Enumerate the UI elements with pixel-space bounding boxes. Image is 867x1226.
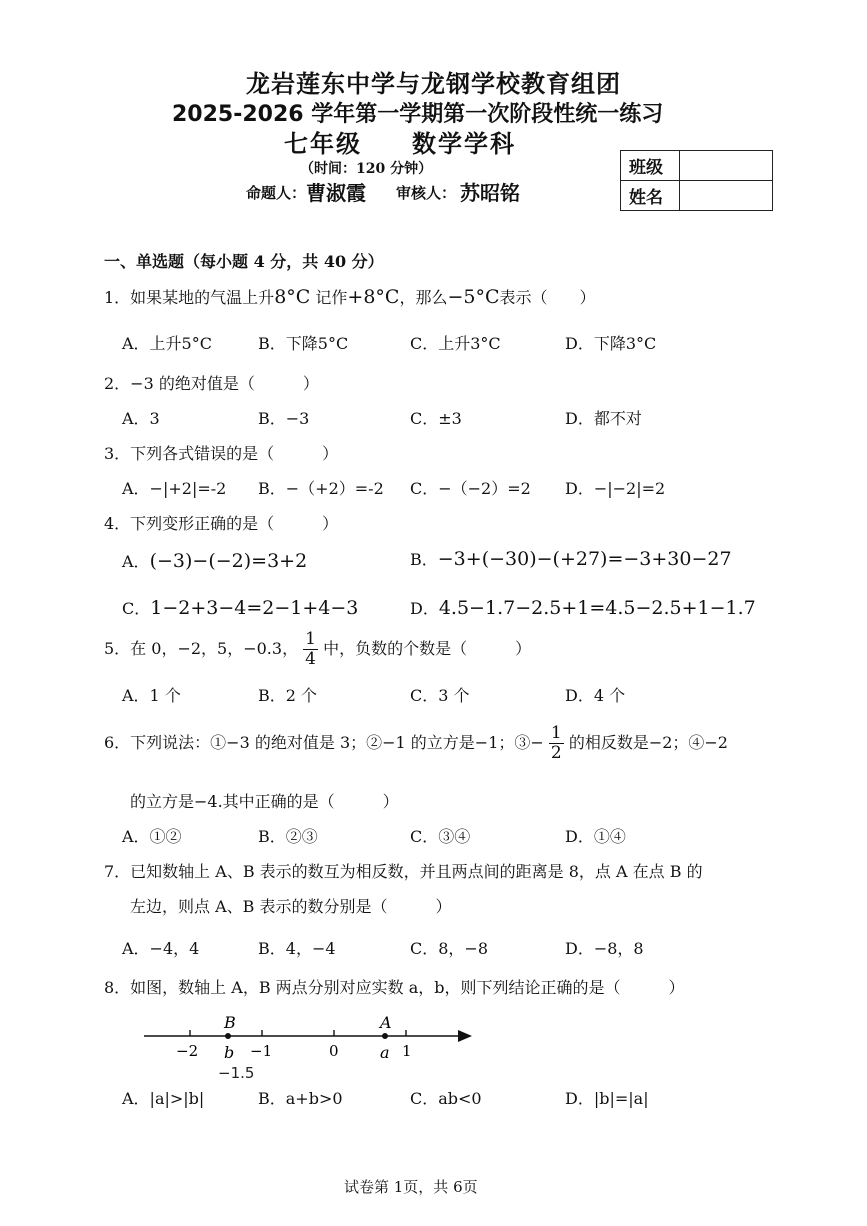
page-footer: 试卷第 1页，共 6页: [344, 1178, 478, 1196]
q1-text-c: ，那么: [399, 288, 448, 307]
q1-math-1: 8°C: [274, 286, 311, 308]
var-b-label: b: [224, 1043, 235, 1062]
q2-option-b[interactable]: B．−3: [258, 409, 310, 428]
q4-option-a-label: A．: [122, 552, 150, 571]
school-title: 龙岩莲东中学与龙钢学校教育组团: [246, 70, 621, 98]
q4-option-c[interactable]: [122, 596, 358, 619]
tick-label-neg2: −2: [176, 1042, 199, 1060]
term-title: 2025-2026 学年第一学期第一次阶段性统一练习: [172, 102, 664, 127]
q1-option-a[interactable]: A．上升5°C: [122, 334, 212, 353]
q4-option-d[interactable]: [410, 596, 756, 619]
name-label: 姓名: [621, 181, 680, 211]
q4-option-c-expr: 1−2+3−4=2−1+4−3: [150, 597, 359, 619]
q4-option-d-expr: 4.5−1.7−2.5+1=4.5−2.5+1−1.7: [438, 597, 756, 619]
q7-option-b[interactable]: B．4，−4: [258, 939, 336, 958]
point-b-dot: [225, 1033, 231, 1039]
q3-option-a[interactable]: A．−|+2|=-2: [122, 479, 227, 498]
question-4: 4．下列变形正确的是（ ）: [104, 514, 339, 533]
handwritten-note: −1.5: [218, 1064, 255, 1082]
author-name: 曹淑霞: [306, 181, 366, 205]
q4-option-a[interactable]: [122, 549, 307, 572]
q5-option-b[interactable]: B．2 个: [258, 686, 318, 705]
q8-option-d[interactable]: D．|b|=|a|: [565, 1089, 649, 1108]
tick-label-zero: 0: [329, 1042, 339, 1060]
q2-option-a[interactable]: A．3: [122, 409, 160, 428]
q1-option-d[interactable]: D．下降3°C: [565, 334, 657, 353]
q6-fraction: [549, 724, 564, 763]
point-a-dot: [382, 1033, 388, 1039]
q5-option-d[interactable]: D．4 个: [565, 686, 626, 705]
q1-text-a: 1．如果某地的气温上升: [104, 288, 275, 307]
q5-fraction: [303, 630, 318, 669]
q4-option-d-label: D．: [410, 599, 439, 618]
q4-option-c-label: C．: [122, 599, 151, 618]
q6-option-a[interactable]: A．①②: [122, 827, 182, 846]
question-3: 3．下列各式错误的是（ ）: [104, 444, 339, 463]
q2-option-c[interactable]: C．±3: [410, 409, 462, 428]
q5-text-b: 中，负数的个数是（ ）: [323, 639, 532, 658]
q4-option-b-label: B．: [410, 550, 438, 569]
q1-text-b: 记作: [310, 288, 348, 307]
q6-option-c[interactable]: C．③④: [410, 827, 471, 846]
tick-label-neg1: −1: [250, 1042, 273, 1060]
section-title: 一、单选题（每小题 4 分，共 40 分）: [104, 252, 384, 271]
q4-option-b-expr: −3+(−30)−(+27)=−3+30−27: [437, 548, 732, 570]
question-7-cont: 左边，则点 A、B 表示的数分别是（ ）: [130, 897, 452, 916]
q6-frac-num: 1: [550, 723, 562, 743]
q5-option-a[interactable]: A．1 个: [122, 686, 181, 705]
author-label: 命题人：: [246, 184, 307, 202]
q2-option-d[interactable]: D．都不对: [565, 409, 642, 428]
tick-label-one: 1: [402, 1042, 412, 1060]
reviewer-name: 苏昭铭: [460, 181, 520, 205]
q6-text-b: 的相反数是−2；④−2: [568, 733, 728, 752]
q3-option-c[interactable]: C．−（−2）=2: [410, 479, 531, 498]
question-5: [104, 630, 531, 669]
q3-option-b[interactable]: B．−（+2）=-2: [258, 479, 384, 498]
q7-option-d[interactable]: D．−8，8: [565, 939, 644, 958]
class-field[interactable]: [680, 151, 773, 181]
question-6: [104, 724, 728, 763]
q7-option-c[interactable]: C．8，−8: [410, 939, 489, 958]
var-a-label: a: [380, 1043, 390, 1062]
name-field[interactable]: [680, 181, 773, 211]
q6-text-a: 6．下列说法：①−3 的绝对值是 3；②−1 的立方是−1；③−: [104, 733, 544, 752]
q5-option-c[interactable]: C．3 个: [410, 686, 470, 705]
student-info-table: [620, 150, 773, 211]
q1-option-c[interactable]: C．上升3°C: [410, 334, 501, 353]
q1-math-3: −5°C: [447, 286, 500, 308]
q4-option-b[interactable]: [410, 547, 732, 570]
class-label: 班级: [621, 151, 680, 181]
point-b-label: B: [224, 1014, 236, 1032]
q6-option-b[interactable]: B．②③: [258, 827, 318, 846]
q8-option-c[interactable]: C．ab<0: [410, 1089, 482, 1108]
grade-label: 七年级: [284, 129, 362, 158]
q4-option-a-expr: (−3)−(−2)=3+2: [149, 550, 308, 572]
subject-label: 数学学科: [412, 129, 516, 158]
reviewer-label: 审核人：: [396, 184, 457, 202]
q7-option-a[interactable]: A．−4，4: [122, 939, 200, 958]
number-line-arrow: [458, 1030, 472, 1042]
q3-option-d[interactable]: D．−|−2|=2: [565, 479, 666, 498]
q1-math-2: +8°C: [347, 286, 400, 308]
q6-frac-den: 2: [550, 743, 562, 763]
question-6-cont: 的立方是−4.其中正确的是（ ）: [130, 792, 399, 811]
q1-option-b[interactable]: B．下降5°C: [258, 334, 349, 353]
number-line-figure: [140, 1014, 480, 1084]
q5-text-a: 5．在 0，−2，5，−0.3，: [104, 639, 299, 658]
question-7: 7．已知数轴上 A、B 表示的数互为相反数，并且两点间的距离是 8，点 A 在点 B 的: [104, 862, 703, 881]
time-label: （时间：120 分钟）: [300, 161, 433, 177]
q1-text-d: 表示（ ）: [499, 288, 596, 307]
question-8: 8．如图，数轴上 A，B 两点分别对应实数 a，b，则下列结论正确的是（ ）: [104, 978, 685, 997]
q8-option-b[interactable]: B．a+b>0: [258, 1089, 343, 1108]
q5-frac-num: 1: [305, 629, 316, 649]
q5-frac-den: 4: [305, 649, 316, 669]
question-1: [104, 285, 596, 308]
question-2: 2．−3 的绝对值是（ ）: [104, 374, 319, 393]
point-a-label: A: [380, 1014, 392, 1032]
q6-option-d[interactable]: D．①④: [565, 827, 626, 846]
q8-option-a[interactable]: A．|a|>|b|: [122, 1089, 205, 1108]
